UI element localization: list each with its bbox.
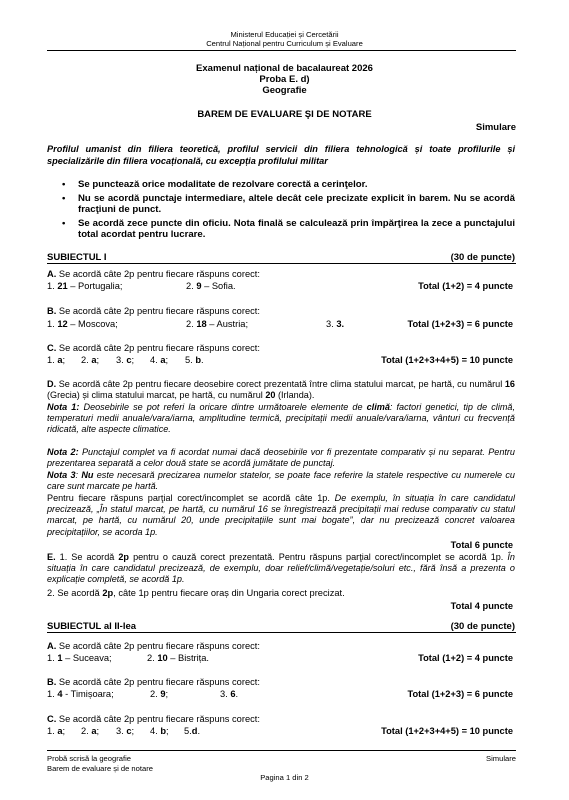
s2-b-answer-3: 3. 6.: [220, 689, 239, 699]
subject-1-header: [47, 252, 515, 263]
s2-c-answer-4: 4. b;: [150, 726, 169, 736]
s2-b-total: Total (1+2+3) = 6 puncte: [407, 689, 513, 699]
s1-c-answer-1: 1. a;: [47, 355, 66, 365]
s1-d-note-3: Nota 3: Nu este necesară precizarea numelor statelor, se poate face referire la statele respective cu numerele cu care sunt marcate pe hartă.: [47, 470, 515, 492]
s2-c-answer-1: 1. a;: [47, 726, 66, 736]
s1-d-partial: Pentru fiecare răspuns parţial corect/incomplet se acordă câte 1p. De exemplu, în situația în care candidatul precizează, „În statul marcat, pe hartă, cu numărul 16 se înregistrează precipitații mai reduse comparativ cu statul marcat, pe hartă, cu numărul 20, unde precipitațiile sunt mai bogate”, dar nu precizează concret valoarea precipitațiilor, se acorda 1p.: [47, 493, 515, 537]
s1-d-note-1: Nota 1: Deosebirile se pot referi la oricare dintre următoarele elemente de climă: factori genetici, tip de climă, temperaturi medii anuale/vara/iarna, amplitudine termică, precipitații medii anuale/vara/iarna, vânturi cu frecvență ridicată, alte aspecte climatice.: [47, 402, 516, 435]
s2-b-intro: B. Se acordă câte 2p pentru fiecare răspuns corect:: [47, 677, 260, 687]
s2-a-answer-2: 2. 10 – Bistrița.: [147, 653, 210, 663]
s1-e-total: Total 4 puncte: [450, 601, 513, 611]
footer-barem-name: Barem de evaluare și de notare: [47, 764, 153, 773]
subject-1-divider: [47, 263, 516, 264]
s1-c-answer-5: 5. b.: [185, 355, 204, 365]
footer-exam-name: Probă scrisă la geografie: [47, 754, 131, 763]
s1-b-answer-3: 3. 3.: [326, 319, 345, 329]
center-name: Centrul Național pentru Curriculum și Evaluare: [206, 39, 363, 48]
ministry-name: Ministerul Educației și Cercetării: [230, 30, 339, 39]
s1-a-answer-2: 2. 9 – Sofia.: [186, 281, 236, 291]
s1-a-answer-1: 1. 21 – Portugalia;: [47, 281, 123, 291]
exam-probe: Proba E. d): [259, 74, 310, 85]
s2-c-answer-3: 3. c;: [116, 726, 135, 736]
rule-item: • Nu se acordă punctaje intermediare, altele decât cele precizate explicit în barem. Nu se acordă fracţiuni de punct.: [62, 192, 515, 215]
s2-a-answer-1: 1. 1 – Suceava;: [47, 653, 112, 663]
s1-b-intro: B. Se acordă câte 2p pentru fiecare răspuns corect:: [47, 306, 260, 316]
s2-c-total: Total (1+2+3+4+5) = 10 puncte: [381, 726, 513, 736]
exam-title: Examenul național de bacalaureat 2026: [196, 63, 373, 74]
s1-c-answer-4: 4. a;: [150, 355, 169, 365]
s2-b-answer-1: 1. 4 - Timișoara;: [47, 689, 114, 699]
subject-2-header: [47, 621, 515, 632]
subject-1-points: (30 de puncte): [450, 252, 515, 263]
subject-1-title: SUBIECTUL I: [47, 252, 107, 263]
subject-2-divider: [47, 632, 516, 633]
footer-simulare: Simulare: [486, 754, 516, 763]
s1-e-item-1: E. 1. Se acordă 2p pentru o cauză corect prezentată. Pentru răspuns parţial corect/incomplet se acordă 1p. În situația în care candidatul precizează, de exemplu, doar relief/climă/vegetație/soluri etc., fără însă a prezenta o explicație completă, se acordă 1p.: [47, 552, 515, 585]
s1-a-intro: A. Se acordă câte 2p pentru fiecare răspuns corect:: [47, 269, 260, 279]
s1-c-answer-2: 2. a;: [81, 355, 100, 365]
rule-item: • Se acordă zece puncte din oficiu. Nota finală se calculează prin împărţirea la zece a punctajului total acordat pentru lucrare.: [62, 217, 515, 240]
s2-c-intro: C. Se acordă câte 2p pentru fiecare răspuns corect:: [47, 714, 260, 724]
subject-2-points: (30 de puncte): [450, 621, 515, 632]
s1-c-total: Total (1+2+3+4+5) = 10 puncte: [381, 355, 513, 365]
bullet-icon: •: [62, 192, 66, 204]
page-number: Pagina 1 din 2: [260, 773, 309, 782]
s1-b-answer-2: 2. 18 – Austria;: [186, 319, 249, 329]
s1-b-total: Total (1+2+3) = 6 puncte: [407, 319, 513, 329]
rule-item: • Se punctează orice modalitate de rezolvare corectă a cerinţelor.: [62, 179, 368, 190]
s1-b-answer-1: 1. 12 – Moscova;: [47, 319, 118, 329]
s2-c-answer-5: 5.d.: [184, 726, 201, 736]
s1-d-total: Total 6 puncte: [450, 540, 513, 550]
s1-c-answer-3: 3. c;: [116, 355, 135, 365]
simulare-label: Simulare: [475, 122, 516, 133]
s2-a-intro: A. Se acordă câte 2p pentru fiecare răspuns corect:: [47, 641, 260, 651]
footer-divider: [47, 750, 516, 751]
s2-b-answer-2: 2. 9;: [150, 689, 169, 699]
header-divider: [47, 50, 516, 51]
s1-d-statement: D. Se acordă câte 2p pentru fiecare deosebire corect prezentată între clima statului marcat, pe hartă, cu numărul 16 (Grecia) și clima statului marcat, pe hartă, cu numărul 20 (Irlanda).: [47, 379, 515, 401]
barem-title: BAREM DE EVALUARE ŞI DE NOTARE: [197, 109, 372, 120]
s1-e-item-2: 2. Se acordă 2p, câte 1p pentru fiecare oraș din Ungaria corect precizat.: [47, 588, 345, 598]
bullet-icon: •: [62, 217, 66, 229]
s1-c-intro: C. Se acordă câte 2p pentru fiecare răspuns corect:: [47, 343, 260, 353]
profile-text: Profilul umanist din filiera teoretică, profilul servicii din filiera tehnologică și toate profilurile și specializările din filiera vocațională, cu excepția profilului militar: [47, 144, 515, 166]
subject-2-title: SUBIECTUL al II-lea: [47, 621, 137, 632]
bullet-icon: •: [62, 179, 66, 190]
s2-a-total: Total (1+2) = 4 puncte: [418, 653, 513, 663]
s1-d-note-2: Nota 2: Punctajul complet va fi acordat numai dacă deosebirile vor fi prezentate comparativ și nu separat. Pentru prezentarea separată a celor două state se acordă jumătate de punctaj.: [47, 447, 515, 469]
s1-a-total: Total (1+2) = 4 puncte: [418, 281, 513, 291]
exam-subject: Geografie: [262, 85, 307, 96]
s2-c-answer-2: 2. a;: [81, 726, 100, 736]
general-rules: [48, 179, 515, 243]
